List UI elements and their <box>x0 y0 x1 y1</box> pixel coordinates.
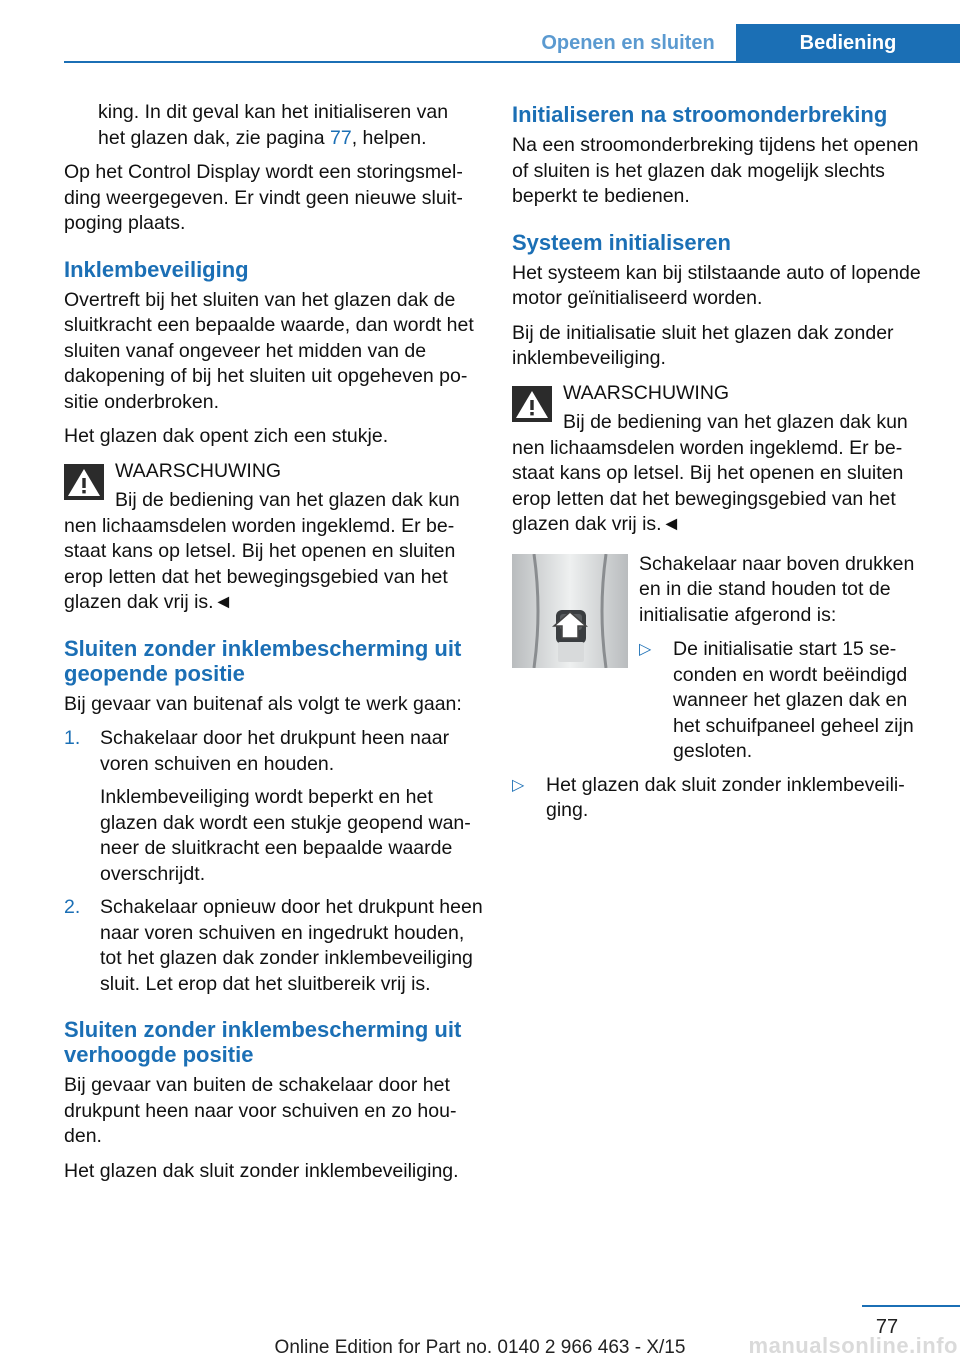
warning-icon <box>64 464 104 500</box>
overtreft-paragraph: Overtreft bij het sluiten van het glazen dak de sluitkracht een bepaalde waarde, dan wordt het sluiten vanaf ongeveer het midden van de dakopening of bij het sluiten uit opgeheven positie onderbroken. <box>64 288 474 413</box>
list-item <box>512 773 922 824</box>
heading-geopende-positie: Sluiten zonder inklembescherming uit geopende positie <box>64 635 462 686</box>
list-item <box>639 637 922 765</box>
stroom-paragraph: Na een stroomonderbreking tijdens het openen of sluiten is het glazen dak mogelijk slechts beperkt te bedienen. <box>512 134 919 207</box>
watermark: manualsonline.info <box>748 1333 958 1358</box>
sluit-paragraph: Het glazen dak sluit zonder inklembeveiliging. <box>64 1159 459 1182</box>
intro-line2-post: , helpen. <box>351 126 427 149</box>
init-paragraph: Bij de initialisatie sluit het glazen dak zonder inklembeveiliging. <box>512 321 894 369</box>
warning-title: WAARSCHUWING <box>115 459 282 482</box>
warning-block <box>512 381 922 538</box>
warning-line1: Bij de bediening van het glazen dak kun <box>115 489 460 511</box>
heading-systeem-initialiseren: Systeem initialiseren <box>512 229 731 255</box>
control-display-paragraph: Op het Control Display wordt een storingsmelding weergegeven. Er vindt geen nieuwe sluitpoging plaats. <box>64 161 463 234</box>
section-tab[interactable]: Openen en sluiten <box>541 32 715 54</box>
chapter-tab[interactable]: Bediening <box>736 24 960 62</box>
buiten-paragraph: Bij gevaar van buiten de schakelaar door het drukpunt heen naar voor schuiven en zo houden. <box>64 1074 457 1147</box>
warning-title: WAARSCHUWING <box>563 381 730 404</box>
warning-block <box>64 459 484 616</box>
heading-inklembeveiliging: Inklembeveiliging <box>64 256 249 282</box>
right-column <box>512 100 922 832</box>
heading-stroomonderbreking: Initialiseren na stroomonderbreking <box>512 102 888 127</box>
step-text: Schakelaar door het drukpunt heen naar voren schuiven en houden. <box>100 727 450 775</box>
edition-footer: Online Edition for Part no. 0140 2 966 463 - X/15 <box>274 1337 686 1358</box>
gevaar-paragraph: Bij gevaar van buitenaf als volgt te werk gaan: <box>64 692 462 715</box>
intro-line1: king. In dit geval kan het initialiseren van <box>98 101 449 123</box>
warning-rest: nen lichaamsdelen worden ingeklemd. Er bestaat kans op letsel. Bij het openen en sluiten erop letten dat het bewegingsgebied van het glazen dak vrij is.◄ <box>512 436 904 535</box>
warning-line1: Bij de bediening van het glazen dak kun <box>563 411 908 433</box>
page-number: 77 <box>875 1316 899 1338</box>
switch-illustration <box>512 554 628 668</box>
heading-verhoogde-positie: Sluiten zonder inklembescherming uit verhoogde positie <box>64 1017 462 1067</box>
list-item <box>64 895 484 997</box>
opent-paragraph: Het glazen dak opent zich een stukje. <box>64 425 389 447</box>
step-number: 1. <box>64 727 81 749</box>
intro-line2-pre: het glazen dak, zie pagina <box>98 126 331 149</box>
warning-text <box>64 488 484 616</box>
list-item <box>64 726 484 887</box>
bullet-triangle-icon: ▷ <box>512 776 525 794</box>
warning-icon <box>512 386 552 422</box>
steps-list <box>64 726 484 997</box>
bullet-text: Het glazen dak sluit zonder inklembeveiliging. <box>546 773 905 821</box>
page-reference-link[interactable]: 77 <box>330 126 352 149</box>
bullet-triangle-icon: ▷ <box>639 641 652 658</box>
intro-paragraph <box>64 100 484 151</box>
systeem-paragraph: Het systeem kan bij stilstaande auto of lopende motor geïnitialiseerd worden. <box>512 261 921 309</box>
figure-caption: Schakelaar naar boven drukken en in die stand houden tot de initialisatie afgerond is: <box>639 552 915 626</box>
bullet-list <box>512 773 922 824</box>
figure-row <box>512 552 922 765</box>
footer-rule <box>862 1305 960 1307</box>
step-text: Schakelaar opnieuw door het drukpunt heen naar voren schuiven en ingedrukt houden, tot het glazen dak zonder inklembeveiliging sluit. Let erop dat het sluitbereik vrij is. <box>100 896 483 995</box>
bullet-text: De initialisatie start 15 seconden en wordt beëindigd wanneer het glazen dak en het schuifpaneel geheel zijn gesloten. <box>673 638 914 762</box>
step-note: Inklembeveiliging wordt beperkt en het glazen dak wordt een stukje geopend wanneer de sluitkracht een bepaalde waarde overschrijdt. <box>100 786 471 885</box>
step-number: 2. <box>64 896 81 918</box>
warning-rest: nen lichaamsdelen worden ingeklemd. Er bestaat kans op letsel. Bij het openen en sluiten erop letten dat het bewegingsgebied van het glazen dak vrij is.◄ <box>64 514 456 613</box>
left-column <box>64 100 484 1193</box>
warning-text <box>512 410 922 538</box>
